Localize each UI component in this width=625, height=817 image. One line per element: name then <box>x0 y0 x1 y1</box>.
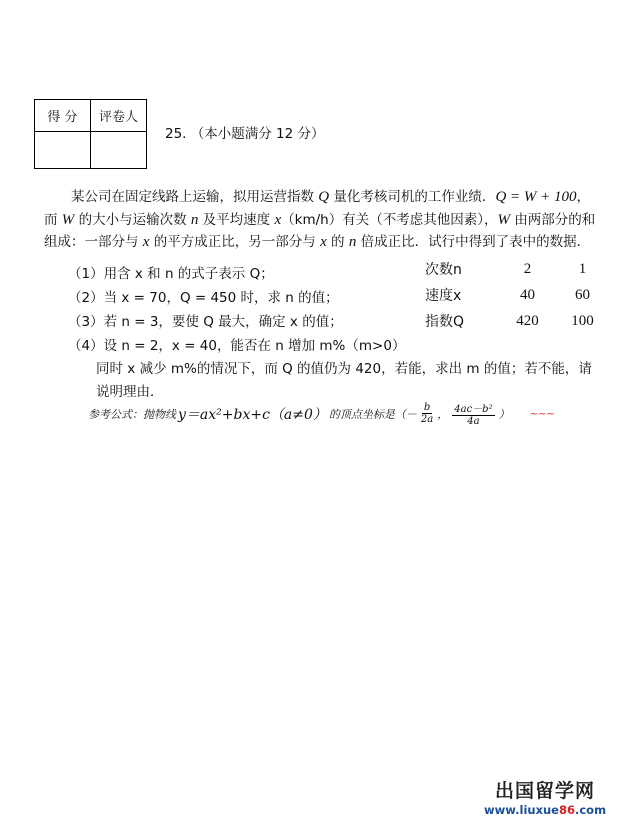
text: 及平均速度 <box>198 211 275 228</box>
spellcheck-mark: ~~~ <box>529 407 555 420</box>
fraction-4ac-b2-4a <box>452 400 494 427</box>
watermark-logo <box>484 776 606 817</box>
var-x: x <box>320 234 327 250</box>
text: 的大小与运输次数 <box>74 211 191 228</box>
url-part: www.liuxue <box>484 803 559 817</box>
formula-middle: 的顶点坐标是（－ <box>328 407 417 421</box>
sub-question-4-cont: 同时 x 减少 m%的情况下，而 Q 的值仍为 420，若能，求出 m 的值；若不能，请 <box>96 361 592 377</box>
sub-question-2: （2）当 x = 70，Q = 450 时，求 n 的值； <box>68 290 339 306</box>
cell: 60 <box>575 286 590 303</box>
var-x: x <box>142 234 150 250</box>
row-label: 指数Q <box>425 314 465 330</box>
row-label: 次数n <box>425 262 462 278</box>
table-row <box>425 308 610 334</box>
var-x: x <box>274 211 282 228</box>
grader-cell <box>91 132 147 169</box>
var-w: W <box>61 211 75 228</box>
watermark-title: 出国留学网 <box>495 780 596 802</box>
formula-suffix: ） <box>498 407 510 421</box>
sub-question-4-end: 说明理由． <box>96 384 164 400</box>
table-row <box>425 256 610 282</box>
url-part: 86 <box>558 803 575 817</box>
text: （km/h）有关（不考虑其他因素）， <box>281 211 498 228</box>
var-n: n <box>190 211 199 228</box>
parabola-equation: y＝ax²+bx+c（a≠0） <box>178 406 327 423</box>
grader-header: 评卷人 <box>91 100 147 132</box>
question-paragraph <box>44 186 600 254</box>
numerator: b <box>423 402 431 413</box>
fraction-b-2a <box>421 402 433 425</box>
denominator: 4a <box>467 416 480 427</box>
formula-prefix: 参考公式：抛物线 <box>88 407 176 421</box>
reference-formula <box>88 400 554 427</box>
url-part: .com <box>575 803 607 817</box>
table-row <box>425 282 610 308</box>
cell: 40 <box>520 286 535 303</box>
score-header: 得 分 <box>35 100 91 132</box>
var-n: n <box>348 234 357 250</box>
data-table <box>425 256 610 334</box>
text: 的 <box>326 234 349 250</box>
cell: 100 <box>571 312 594 329</box>
score-box <box>34 99 147 169</box>
text: 倍成正比．试行中得到了表中的数据． <box>356 234 591 250</box>
text: 某公司在固定线路上运输，拟用运营指数 <box>71 189 319 205</box>
text: ，而 <box>44 189 591 228</box>
score-cell <box>35 132 91 169</box>
sub-question-4: （4）设 n = 2，x = 40，能否在 n 增加 m%（m>0） <box>68 338 406 354</box>
var-w: W <box>497 211 510 228</box>
sub-question-3: （3）若 n = 3，要使 Q 最大，确定 x 的值； <box>68 314 343 330</box>
watermark-url <box>484 803 606 817</box>
cell: 1 <box>578 260 587 277</box>
denominator: 2a <box>420 414 434 425</box>
question-title: 25. （本小题满分 12 分） <box>165 126 325 142</box>
text: 由两部分的和组成：一部分与 <box>44 211 596 250</box>
cell: 2 <box>523 260 532 277</box>
cell: 420 <box>516 312 539 329</box>
text: 量化考核司机的工作业绩． <box>329 189 496 205</box>
var-q: Q <box>318 189 330 205</box>
text: 的平方成正比，另一部分与 <box>149 234 321 250</box>
comma: ， <box>437 407 449 421</box>
sub-question-1: （1）用含 x 和 n 的式子表示 Q； <box>68 266 274 282</box>
numerator: 4ac－b² <box>452 400 494 416</box>
formula-q: Q = W + 100 <box>495 189 577 205</box>
row-label: 速度x <box>425 288 462 304</box>
